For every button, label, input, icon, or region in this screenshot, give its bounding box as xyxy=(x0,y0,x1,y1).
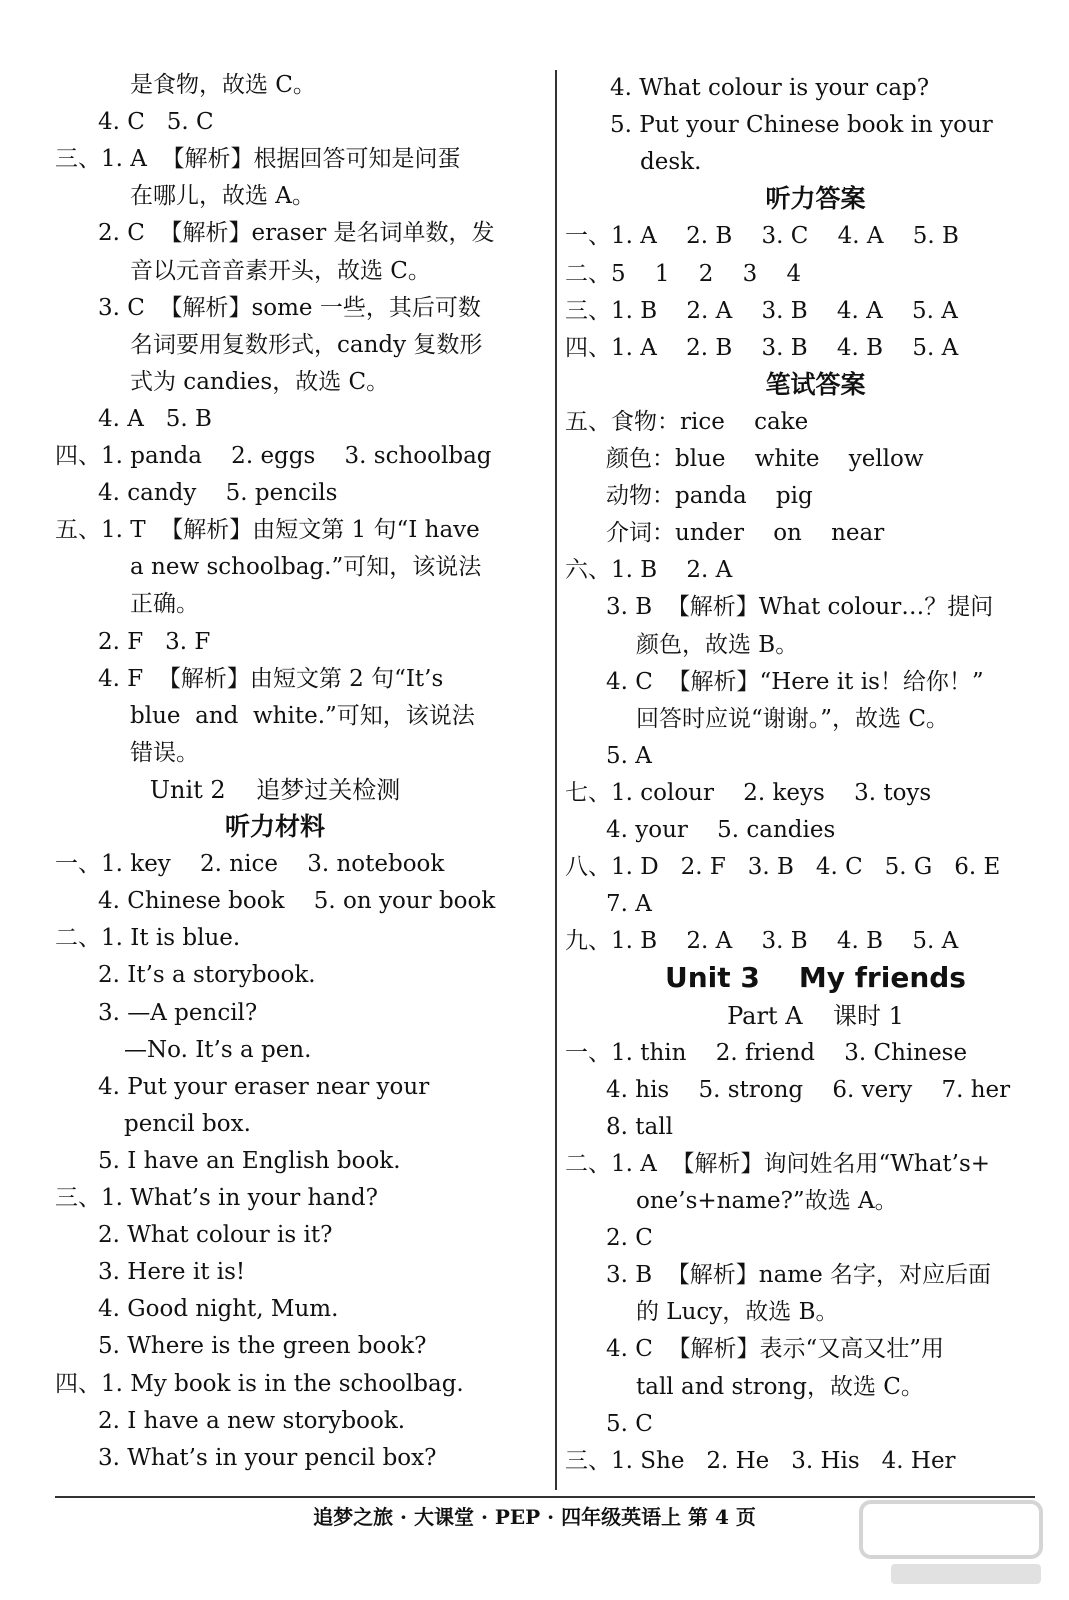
answer-line: 八、1. D 2. F 3. B 4. C 5. G 6. E xyxy=(565,854,1001,881)
answer-line: 六、1. B 2. A xyxy=(565,557,733,584)
answer-line: 式为 candies，故选 C。 xyxy=(130,368,390,395)
answer-line: 5. A xyxy=(606,742,652,769)
answer-line: 4. C 【解析】表示“又高又壮”用 xyxy=(606,1336,944,1363)
answer-line: 四、1. My book is in the schoolbag. xyxy=(55,1370,464,1397)
answer-line: 四、1. panda 2. eggs 3. schoolbag xyxy=(55,443,492,469)
section-heading: Unit 3 My friends xyxy=(665,961,966,995)
answer-line: 介词：under on near xyxy=(606,520,885,547)
section-heading: 听力材料 xyxy=(224,812,325,841)
answer-line: 三、1. B 2. A 3. B 4. A 5. A xyxy=(565,297,958,324)
answer-line: 2. C 【解析】eraser 是名词单数，发 xyxy=(98,220,495,247)
answer-line: one’s+name?”故选 A。 xyxy=(636,1188,898,1214)
answer-line: 一、1. key 2. nice 3. notebook xyxy=(55,851,445,878)
answer-line: pencil box. xyxy=(124,1110,251,1137)
section-heading: Unit 2 追梦过关检测 xyxy=(149,775,401,804)
answer-line: 8. tall xyxy=(606,1113,673,1140)
section-heading: 笔试答案 xyxy=(765,369,866,399)
answer-line: 九、1. B 2. A 3. B 4. B 5. A xyxy=(565,928,959,955)
answer-line: 4. candy 5. pencils xyxy=(98,480,338,507)
answer-line: 三、1. A 【解析】根据回答可知是问蛋 xyxy=(55,146,461,173)
answer-line: tall and strong，故选 C。 xyxy=(636,1373,924,1400)
answer-line: 一、1. thin 2. friend 3. Chinese xyxy=(565,1039,968,1066)
answer-line: 是食物，故选 C。 xyxy=(130,72,316,98)
answer-line: 五、食物：rice cake xyxy=(565,408,809,435)
answer-line: 2. I have a new storybook. xyxy=(98,1407,406,1434)
answer-line: 四、1. A 2. B 3. B 4. B 5. A xyxy=(565,334,959,361)
answer-line: 二、1. It is blue. xyxy=(55,925,241,952)
answer-line: 错误。 xyxy=(130,739,199,766)
answer-line: 2. F 3. F xyxy=(98,628,211,655)
answer-line: 3. B 【解析】What colour…？提问 xyxy=(606,594,994,621)
answer-line: 3. —A pencil? xyxy=(98,999,258,1026)
answer-line: 七、1. colour 2. keys 3. toys xyxy=(565,779,932,806)
answer-line: 三、1. What’s in your hand? xyxy=(55,1185,378,1211)
page-footer: 追梦之旅 · 大课堂 · PEP · 四年级英语上 第 4 页 xyxy=(313,1505,756,1529)
answer-line: 4. C 5. C xyxy=(98,109,214,136)
answer-line: 4. his 5. strong 6. very 7. her xyxy=(606,1076,1011,1103)
answer-line: a new schoolbag.”可知，该说法 xyxy=(130,554,482,581)
answer-line: 4. Chinese book 5. on your book xyxy=(98,888,496,915)
answer-line: 4. Good night, Mum. xyxy=(98,1296,339,1323)
section-heading: 听力答案 xyxy=(765,184,866,214)
answer-line: 4. What colour is your cap? xyxy=(610,75,930,101)
answer-line: 动物：panda pig xyxy=(606,483,813,510)
answer-line: 4. your 5. candies xyxy=(606,817,836,843)
answer-line: 音以元音音素开头，故选 C。 xyxy=(130,257,431,284)
answer-line: 4. C 【解析】“Here it is！给你！” xyxy=(606,668,984,695)
answer-line: 一、1. A 2. B 3. C 4. A 5. B xyxy=(565,223,959,250)
answer-line: 4. F 【解析】由短文第 2 句“It’s xyxy=(98,665,444,692)
answer-line: 3. C 【解析】some 一些，其后可数 xyxy=(98,294,481,321)
section-heading: Part A 课时 1 xyxy=(727,1001,904,1030)
answer-line: 3. Here it is! xyxy=(98,1259,246,1286)
answer-line: 2. It’s a storybook. xyxy=(98,962,316,989)
answer-line: 5. I have an English book. xyxy=(98,1147,401,1174)
answer-line: desk. xyxy=(640,149,702,176)
answer-line: 2. What colour is it? xyxy=(98,1222,333,1249)
column-divider xyxy=(555,70,557,1490)
answer-line: blue and white.”可知，该说法 xyxy=(130,702,475,729)
answer-line: 3. B 【解析】name 名字，对应后面 xyxy=(606,1262,992,1289)
answer-line: 3. What’s in your pencil box? xyxy=(98,1444,437,1471)
answer-line: 4. A 5. B xyxy=(98,405,212,432)
answer-line: 颜色：blue white yellow xyxy=(606,446,924,472)
answer-line: 的 Lucy，故选 B。 xyxy=(636,1299,839,1326)
answer-line: 二、1. A 【解析】询问姓名用“What’s+ xyxy=(565,1150,991,1177)
answer-line: 5. Where is the green book? xyxy=(98,1333,427,1360)
answer-line: 在哪儿，故选 A。 xyxy=(130,183,315,210)
answer-line: 2. C xyxy=(606,1225,653,1252)
answer-line: 三、1. She 2. He 3. His 4. Her xyxy=(565,1447,956,1474)
answer-line: 4. Put your eraser near your xyxy=(98,1073,430,1100)
answer-line: 回答时应说“谢谢。”，故选 C。 xyxy=(636,705,949,732)
watermark-logo xyxy=(851,1492,1051,1592)
answer-line: 5. C xyxy=(606,1410,653,1437)
answer-line: 颜色，故选 B。 xyxy=(636,631,799,658)
answer-line: 二、5 1 2 3 4 xyxy=(565,260,802,287)
answer-line: 正确。 xyxy=(130,591,199,618)
answer-line: 5. Put your Chinese book in your xyxy=(610,112,993,139)
answer-line: 名词要用复数形式，candy 复数形 xyxy=(130,331,483,358)
answer-line: —No. It’s a pen. xyxy=(124,1036,312,1063)
answer-line: 7. A xyxy=(606,891,652,918)
answer-line: 五、1. T 【解析】由短文第 1 句“I have xyxy=(55,517,480,544)
